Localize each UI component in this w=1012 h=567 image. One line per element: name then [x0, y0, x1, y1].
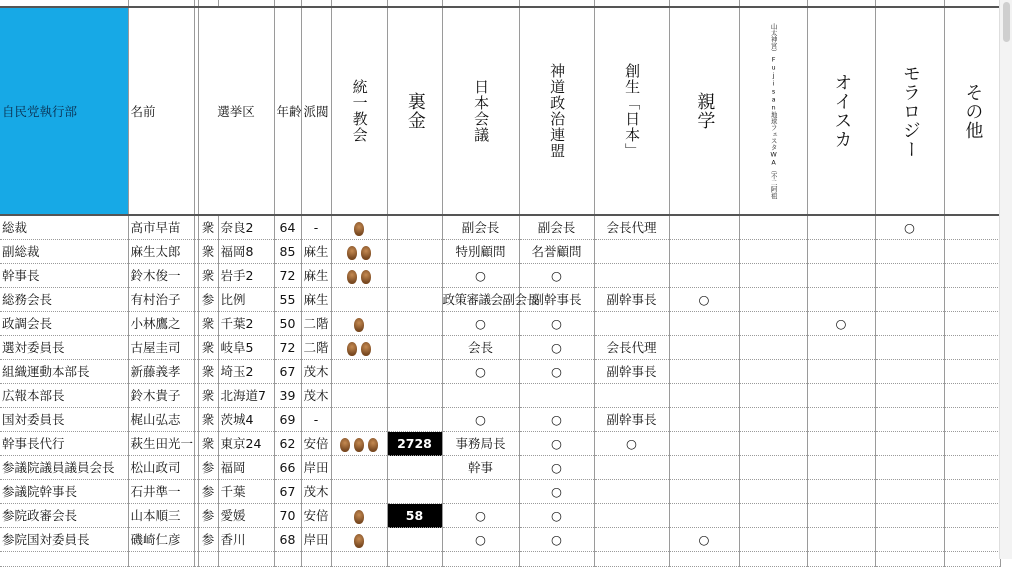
- doll-icon: [347, 270, 357, 284]
- cell-house[interactable]: 衆: [198, 384, 218, 408]
- cell-urakin[interactable]: [387, 336, 442, 360]
- cell-oisuka[interactable]: [807, 336, 875, 360]
- cell-urakin[interactable]: [387, 288, 442, 312]
- cell-role[interactable]: 総務会長: [0, 288, 128, 312]
- cell-faction[interactable]: 麻生: [301, 264, 331, 288]
- cell-house[interactable]: 衆: [198, 264, 218, 288]
- cell-other[interactable]: [944, 456, 1000, 480]
- cell-other[interactable]: [944, 215, 1000, 240]
- cell-shingaku[interactable]: [669, 336, 739, 360]
- cell-empty[interactable]: [218, 552, 274, 567]
- cell-urakin[interactable]: [387, 480, 442, 504]
- cell-name[interactable]: 麻生太郎: [128, 240, 194, 264]
- header-church-cell[interactable]: [331, 7, 387, 215]
- cell-district[interactable]: 福岡8: [218, 240, 274, 264]
- cell-age[interactable]: 72: [274, 336, 301, 360]
- header-age[interactable]: 年齢: [274, 7, 301, 215]
- cell-district[interactable]: 北海道7: [218, 384, 274, 408]
- header-other: その他: [962, 82, 984, 140]
- cell-church[interactable]: [331, 528, 387, 552]
- table-row: [0, 288, 1000, 312]
- cell-fujisan[interactable]: [739, 504, 807, 528]
- cell-role[interactable]: 幹事長: [0, 264, 128, 288]
- cell-district[interactable]: 千葉2: [218, 312, 274, 336]
- header-fujisan-cell[interactable]: [739, 7, 807, 215]
- cell-role[interactable]: 幹事長代行: [0, 432, 128, 456]
- header-oisuka-cell[interactable]: [807, 7, 875, 215]
- cell-urakin[interactable]: [387, 215, 442, 240]
- cell-district[interactable]: 福岡: [218, 456, 274, 480]
- cell-faction[interactable]: 岸田: [301, 528, 331, 552]
- cell-other[interactable]: [944, 288, 1000, 312]
- cell-nippon-kaigi[interactable]: ○: [442, 360, 519, 384]
- cell-faction[interactable]: 安倍: [301, 432, 331, 456]
- cell-urakin[interactable]: [387, 312, 442, 336]
- cell-empty[interactable]: [944, 552, 1000, 567]
- cell-shinto[interactable]: ○: [519, 312, 594, 336]
- cell-fujisan[interactable]: [739, 480, 807, 504]
- table-row: [0, 336, 1000, 360]
- cell-name[interactable]: 鈴木俊一: [128, 264, 194, 288]
- cell-role[interactable]: 広報本部長: [0, 384, 128, 408]
- cell-house[interactable]: 参: [198, 288, 218, 312]
- cell-shingaku[interactable]: [669, 240, 739, 264]
- cell-age[interactable]: 66: [274, 456, 301, 480]
- cell-moralogy[interactable]: [875, 504, 944, 528]
- cell-house[interactable]: 衆: [198, 215, 218, 240]
- cell-church[interactable]: [331, 456, 387, 480]
- cell-church[interactable]: [331, 336, 387, 360]
- cell-church[interactable]: [331, 504, 387, 528]
- cell-nippon-kaigi[interactable]: 会長: [442, 336, 519, 360]
- cell-faction[interactable]: 麻生: [301, 288, 331, 312]
- table-row: [0, 480, 1000, 504]
- cell-oisuka[interactable]: [807, 240, 875, 264]
- cell-shingaku[interactable]: ○: [669, 288, 739, 312]
- table-row: [0, 456, 1000, 480]
- table-row: [0, 528, 1000, 552]
- cell-fujisan[interactable]: [739, 264, 807, 288]
- cell-district[interactable]: 千葉: [218, 480, 274, 504]
- cell-empty[interactable]: [519, 552, 594, 567]
- cell-empty[interactable]: [198, 552, 218, 567]
- header-shinto-cell[interactable]: [519, 7, 594, 215]
- cell-role[interactable]: 総裁: [0, 215, 128, 240]
- cell-house[interactable]: 衆: [198, 312, 218, 336]
- cell-district[interactable]: 奈良2: [218, 215, 274, 240]
- cell-empty[interactable]: [442, 552, 519, 567]
- cell-other[interactable]: [944, 360, 1000, 384]
- cell-sousei[interactable]: 副幹事長: [594, 408, 669, 432]
- cell-oisuka[interactable]: [807, 528, 875, 552]
- cell-fujisan[interactable]: [739, 408, 807, 432]
- cell-faction[interactable]: -: [301, 408, 331, 432]
- header-name[interactable]: 名前: [128, 7, 194, 215]
- cell-shinto[interactable]: 副会長: [519, 215, 594, 240]
- cell-shinto[interactable]: ○: [519, 480, 594, 504]
- cell-name[interactable]: 梶山弘志: [128, 408, 194, 432]
- cell-empty[interactable]: [387, 552, 442, 567]
- cell-shinto[interactable]: ○: [519, 360, 594, 384]
- cell-faction[interactable]: 茂木: [301, 480, 331, 504]
- table-row: [0, 360, 1000, 384]
- cell-urakin[interactable]: [387, 240, 442, 264]
- cell-faction[interactable]: 麻生: [301, 240, 331, 264]
- header-moralogy-cell[interactable]: [875, 7, 944, 215]
- cell-fujisan[interactable]: [739, 336, 807, 360]
- cell-shinto[interactable]: ○: [519, 408, 594, 432]
- cell-empty[interactable]: [301, 552, 331, 567]
- cell-oisuka[interactable]: [807, 456, 875, 480]
- cell-sousei[interactable]: 副幹事長: [594, 288, 669, 312]
- cell-other[interactable]: [944, 528, 1000, 552]
- cell-shinto[interactable]: ○: [519, 504, 594, 528]
- header-sousei-nihon: 創生「日本」: [623, 63, 642, 159]
- cell-age[interactable]: 70: [274, 504, 301, 528]
- cell-district[interactable]: 岐阜5: [218, 336, 274, 360]
- cell-empty[interactable]: [669, 552, 739, 567]
- cell-oisuka[interactable]: [807, 288, 875, 312]
- cell-shingaku[interactable]: [669, 408, 739, 432]
- cell-empty[interactable]: [331, 552, 387, 567]
- header-kaigi-cell[interactable]: [442, 7, 519, 215]
- cell-district[interactable]: 茨城4: [218, 408, 274, 432]
- cell-sousei[interactable]: [594, 528, 669, 552]
- cell-church[interactable]: [331, 240, 387, 264]
- cell-church[interactable]: [331, 288, 387, 312]
- cell-sousei[interactable]: [594, 312, 669, 336]
- cell-house[interactable]: 衆: [198, 336, 218, 360]
- cell-district[interactable]: 東京24: [218, 432, 274, 456]
- cell-house[interactable]: 衆: [198, 432, 218, 456]
- doll-icon: [354, 318, 364, 332]
- table-row: [0, 432, 1000, 456]
- cell-faction[interactable]: 二階: [301, 336, 331, 360]
- vertical-scrollbar[interactable]: [999, 0, 1012, 559]
- cell-faction[interactable]: 二階: [301, 312, 331, 336]
- cell-name[interactable]: 山本順三: [128, 504, 194, 528]
- table-row: [0, 312, 1000, 336]
- doll-icon: [361, 342, 371, 356]
- cell-urakin[interactable]: [387, 360, 442, 384]
- header-other-cell[interactable]: [944, 7, 1000, 215]
- table-row: [0, 264, 1000, 288]
- cell-sousei[interactable]: [594, 504, 669, 528]
- cell-name[interactable]: 新藤義孝: [128, 360, 194, 384]
- table-row: [0, 504, 1000, 528]
- cell-church[interactable]: [331, 480, 387, 504]
- cell-role[interactable]: 副総裁: [0, 240, 128, 264]
- cell-fujisan[interactable]: [739, 456, 807, 480]
- cell-nippon-kaigi[interactable]: [442, 480, 519, 504]
- header-moralogy: モラロジー: [899, 63, 921, 159]
- doll-icon: [354, 222, 364, 236]
- cell-faction[interactable]: 茂木: [301, 384, 331, 408]
- cell-empty[interactable]: [875, 552, 944, 567]
- header-shingaku-cell[interactable]: [669, 7, 739, 215]
- cell-fujisan[interactable]: [739, 288, 807, 312]
- cell-shingaku[interactable]: [669, 360, 739, 384]
- cell-moralogy[interactable]: [875, 408, 944, 432]
- cell-church[interactable]: [331, 432, 387, 456]
- cell-sousei[interactable]: 会長代理: [594, 215, 669, 240]
- cell-district[interactable]: 岩手2: [218, 264, 274, 288]
- cell-fujisan[interactable]: [739, 528, 807, 552]
- cell-oisuka[interactable]: [807, 384, 875, 408]
- cell-other[interactable]: [944, 384, 1000, 408]
- cell-nippon-kaigi[interactable]: 特別顧問: [442, 240, 519, 264]
- cell-role[interactable]: 国対委員長: [0, 408, 128, 432]
- cell-nippon-kaigi[interactable]: 政策審議会副会長: [442, 288, 519, 312]
- doll-icon: [354, 534, 364, 548]
- cell-shingaku[interactable]: [669, 264, 739, 288]
- cell-name[interactable]: 小林鷹之: [128, 312, 194, 336]
- header-group[interactable]: 自民党執行部: [0, 7, 128, 215]
- cell-role[interactable]: 組織運動本部長: [0, 360, 128, 384]
- cell-name[interactable]: 有村治子: [128, 288, 194, 312]
- cell-house[interactable]: 参: [198, 480, 218, 504]
- cell-moralogy[interactable]: [875, 336, 944, 360]
- cell-moralogy[interactable]: [875, 456, 944, 480]
- cell-name[interactable]: 萩生田光一: [128, 432, 194, 456]
- cell-shinto[interactable]: [519, 384, 594, 408]
- cell-name[interactable]: 鈴木貴子: [128, 384, 194, 408]
- cell-role[interactable]: 参院政審会長: [0, 504, 128, 528]
- cell-sousei[interactable]: [594, 480, 669, 504]
- cell-oisuka[interactable]: [807, 432, 875, 456]
- cell-urakin[interactable]: 58: [387, 504, 442, 528]
- header-sousei-cell[interactable]: [594, 7, 669, 215]
- cell-fujisan[interactable]: [739, 240, 807, 264]
- cell-age[interactable]: 67: [274, 480, 301, 504]
- cell-sousei[interactable]: 会長代理: [594, 336, 669, 360]
- cell-age[interactable]: 68: [274, 528, 301, 552]
- cell-district[interactable]: 比例: [218, 288, 274, 312]
- cell-nippon-kaigi[interactable]: ○: [442, 264, 519, 288]
- cell-shinto[interactable]: ○: [519, 336, 594, 360]
- cell-shinto[interactable]: 名誉顧問: [519, 240, 594, 264]
- cell-nippon-kaigi[interactable]: [442, 384, 519, 408]
- cell-oisuka[interactable]: [807, 215, 875, 240]
- cell-shingaku[interactable]: [669, 215, 739, 240]
- cell-faction[interactable]: 安倍: [301, 504, 331, 528]
- cell-house[interactable]: 衆: [198, 408, 218, 432]
- cell-shingaku[interactable]: ○: [669, 528, 739, 552]
- cell-urakin[interactable]: [387, 384, 442, 408]
- cell-age[interactable]: 69: [274, 408, 301, 432]
- cell-name[interactable]: 高市早苗: [128, 215, 194, 240]
- cell-moralogy[interactable]: [875, 528, 944, 552]
- cell-district[interactable]: 香川: [218, 528, 274, 552]
- table-row: [0, 408, 1000, 432]
- cell-empty[interactable]: [739, 552, 807, 567]
- cell-empty[interactable]: [0, 552, 128, 567]
- cell-oisuka[interactable]: [807, 408, 875, 432]
- cell-urakin[interactable]: [387, 528, 442, 552]
- cell-shingaku[interactable]: [669, 480, 739, 504]
- cell-age[interactable]: 72: [274, 264, 301, 288]
- cell-other[interactable]: [944, 312, 1000, 336]
- cell-urakin[interactable]: 2728: [387, 432, 442, 456]
- header-oisuka: オイスカ: [831, 73, 853, 149]
- cell-moralogy[interactable]: [875, 240, 944, 264]
- cell-other[interactable]: [944, 432, 1000, 456]
- cell-sousei[interactable]: 副幹事長: [594, 360, 669, 384]
- cell-moralogy[interactable]: [875, 384, 944, 408]
- cell-urakin[interactable]: [387, 264, 442, 288]
- cell-moralogy[interactable]: [875, 264, 944, 288]
- header-unification-church: 統一教会: [350, 79, 369, 143]
- cell-shingaku[interactable]: [669, 504, 739, 528]
- cell-other[interactable]: [944, 408, 1000, 432]
- cell-oisuka[interactable]: ○: [807, 312, 875, 336]
- cell-shingaku[interactable]: [669, 312, 739, 336]
- cell-oisuka[interactable]: [807, 264, 875, 288]
- cell-church[interactable]: [331, 215, 387, 240]
- doll-icon: [347, 246, 357, 260]
- cell-other[interactable]: [944, 504, 1000, 528]
- cell-nippon-kaigi[interactable]: ○: [442, 504, 519, 528]
- cell-name[interactable]: 磯崎仁彦: [128, 528, 194, 552]
- cell-empty[interactable]: [128, 552, 194, 567]
- header-urakin-cell[interactable]: [387, 7, 442, 215]
- cell-age[interactable]: 55: [274, 288, 301, 312]
- cell-moralogy[interactable]: ○: [875, 215, 944, 240]
- cell-oisuka[interactable]: [807, 504, 875, 528]
- cell-other[interactable]: [944, 264, 1000, 288]
- cell-nippon-kaigi[interactable]: 副会長: [442, 215, 519, 240]
- header-urakin: 裏金: [404, 92, 426, 130]
- cell-fujisan[interactable]: [739, 384, 807, 408]
- cell-moralogy[interactable]: [875, 480, 944, 504]
- cell-oisuka[interactable]: [807, 480, 875, 504]
- cell-role[interactable]: 選対委員長: [0, 336, 128, 360]
- cell-other[interactable]: [944, 240, 1000, 264]
- cell-fujisan[interactable]: [739, 432, 807, 456]
- cell-church[interactable]: [331, 312, 387, 336]
- cell-age[interactable]: 62: [274, 432, 301, 456]
- table-row: [0, 240, 1000, 264]
- doll-icon: [361, 246, 371, 260]
- header-faction[interactable]: 派閥: [301, 7, 331, 215]
- cell-empty[interactable]: [807, 552, 875, 567]
- header-nippon-kaigi: 日本会議: [472, 79, 491, 143]
- cell-role[interactable]: 政調会長: [0, 312, 128, 336]
- cell-district[interactable]: 愛媛: [218, 504, 274, 528]
- cell-name[interactable]: 石井準一: [128, 480, 194, 504]
- doll-icon: [361, 270, 371, 284]
- cell-house[interactable]: 衆: [198, 240, 218, 264]
- cell-sousei[interactable]: [594, 456, 669, 480]
- header-fujisan: 山太神宮）Fujisan地球フェスタWA（不二阿祖: [769, 23, 778, 199]
- cell-shinto[interactable]: ○: [519, 528, 594, 552]
- cell-age[interactable]: 50: [274, 312, 301, 336]
- cell-shingaku[interactable]: [669, 432, 739, 456]
- cell-urakin[interactable]: [387, 408, 442, 432]
- cell-fujisan[interactable]: [739, 312, 807, 336]
- cell-role[interactable]: 参院国対委員長: [0, 528, 128, 552]
- cell-role[interactable]: 参議院幹事長: [0, 480, 128, 504]
- cell-name[interactable]: 松山政司: [128, 456, 194, 480]
- header-shinto-seiji-renmei: 神道政治連盟: [548, 63, 567, 159]
- header-shingaku: 親学: [694, 92, 716, 130]
- cell-church[interactable]: [331, 384, 387, 408]
- cell-house[interactable]: 参: [198, 456, 218, 480]
- cell-shinto[interactable]: ○: [519, 432, 594, 456]
- cell-name[interactable]: 古屋圭司: [128, 336, 194, 360]
- cell-faction[interactable]: 岸田: [301, 456, 331, 480]
- cell-faction[interactable]: -: [301, 215, 331, 240]
- cell-sousei[interactable]: [594, 384, 669, 408]
- cell-age[interactable]: 64: [274, 215, 301, 240]
- cell-age[interactable]: 39: [274, 384, 301, 408]
- cell-urakin[interactable]: [387, 456, 442, 480]
- cell-district[interactable]: 埼玉2: [218, 360, 274, 384]
- scrollbar-thumb[interactable]: [1003, 2, 1010, 42]
- cell-shingaku[interactable]: [669, 456, 739, 480]
- table-row: [0, 384, 1000, 408]
- cell-church[interactable]: [331, 408, 387, 432]
- cell-sousei[interactable]: [594, 240, 669, 264]
- cell-empty[interactable]: [594, 552, 669, 567]
- cell-house[interactable]: 衆: [198, 360, 218, 384]
- cell-nippon-kaigi[interactable]: 幹事: [442, 456, 519, 480]
- top-border-row: [0, 0, 1000, 7]
- doll-icon: [368, 438, 378, 452]
- cell-nippon-kaigi[interactable]: ○: [442, 312, 519, 336]
- cell-shinto[interactable]: ○: [519, 456, 594, 480]
- doll-icon: [347, 342, 357, 356]
- cell-church[interactable]: [331, 264, 387, 288]
- cell-sousei[interactable]: ○: [594, 432, 669, 456]
- cell-moralogy[interactable]: [875, 432, 944, 456]
- cell-shinto[interactable]: 副幹事長: [519, 288, 594, 312]
- cell-house[interactable]: 参: [198, 504, 218, 528]
- cell-role[interactable]: 参議院議員議員会長: [0, 456, 128, 480]
- cell-moralogy[interactable]: [875, 288, 944, 312]
- cell-other[interactable]: [944, 336, 1000, 360]
- table-row: [0, 215, 1000, 240]
- cell-empty[interactable]: [274, 552, 301, 567]
- cell-shinto[interactable]: ○: [519, 264, 594, 288]
- cell-other[interactable]: [944, 480, 1000, 504]
- cell-age[interactable]: 67: [274, 360, 301, 384]
- cell-nippon-kaigi[interactable]: 事務局長: [442, 432, 519, 456]
- cell-faction[interactable]: 茂木: [301, 360, 331, 384]
- cell-house[interactable]: 参: [198, 528, 218, 552]
- cell-shingaku[interactable]: [669, 384, 739, 408]
- empty-row: [0, 552, 1000, 567]
- cell-nippon-kaigi[interactable]: ○: [442, 528, 519, 552]
- cell-moralogy[interactable]: [875, 360, 944, 384]
- cell-church[interactable]: [331, 360, 387, 384]
- cell-sousei[interactable]: [594, 264, 669, 288]
- header-row: [0, 7, 1000, 215]
- cell-nippon-kaigi[interactable]: ○: [442, 408, 519, 432]
- cell-fujisan[interactable]: [739, 215, 807, 240]
- cell-age[interactable]: 85: [274, 240, 301, 264]
- doll-icon: [354, 510, 364, 524]
- doll-icon: [354, 438, 364, 452]
- cell-moralogy[interactable]: [875, 312, 944, 336]
- header-district[interactable]: 選挙区: [198, 7, 274, 215]
- doll-icon: [340, 438, 350, 452]
- cell-fujisan[interactable]: [739, 360, 807, 384]
- cell-oisuka[interactable]: [807, 360, 875, 384]
